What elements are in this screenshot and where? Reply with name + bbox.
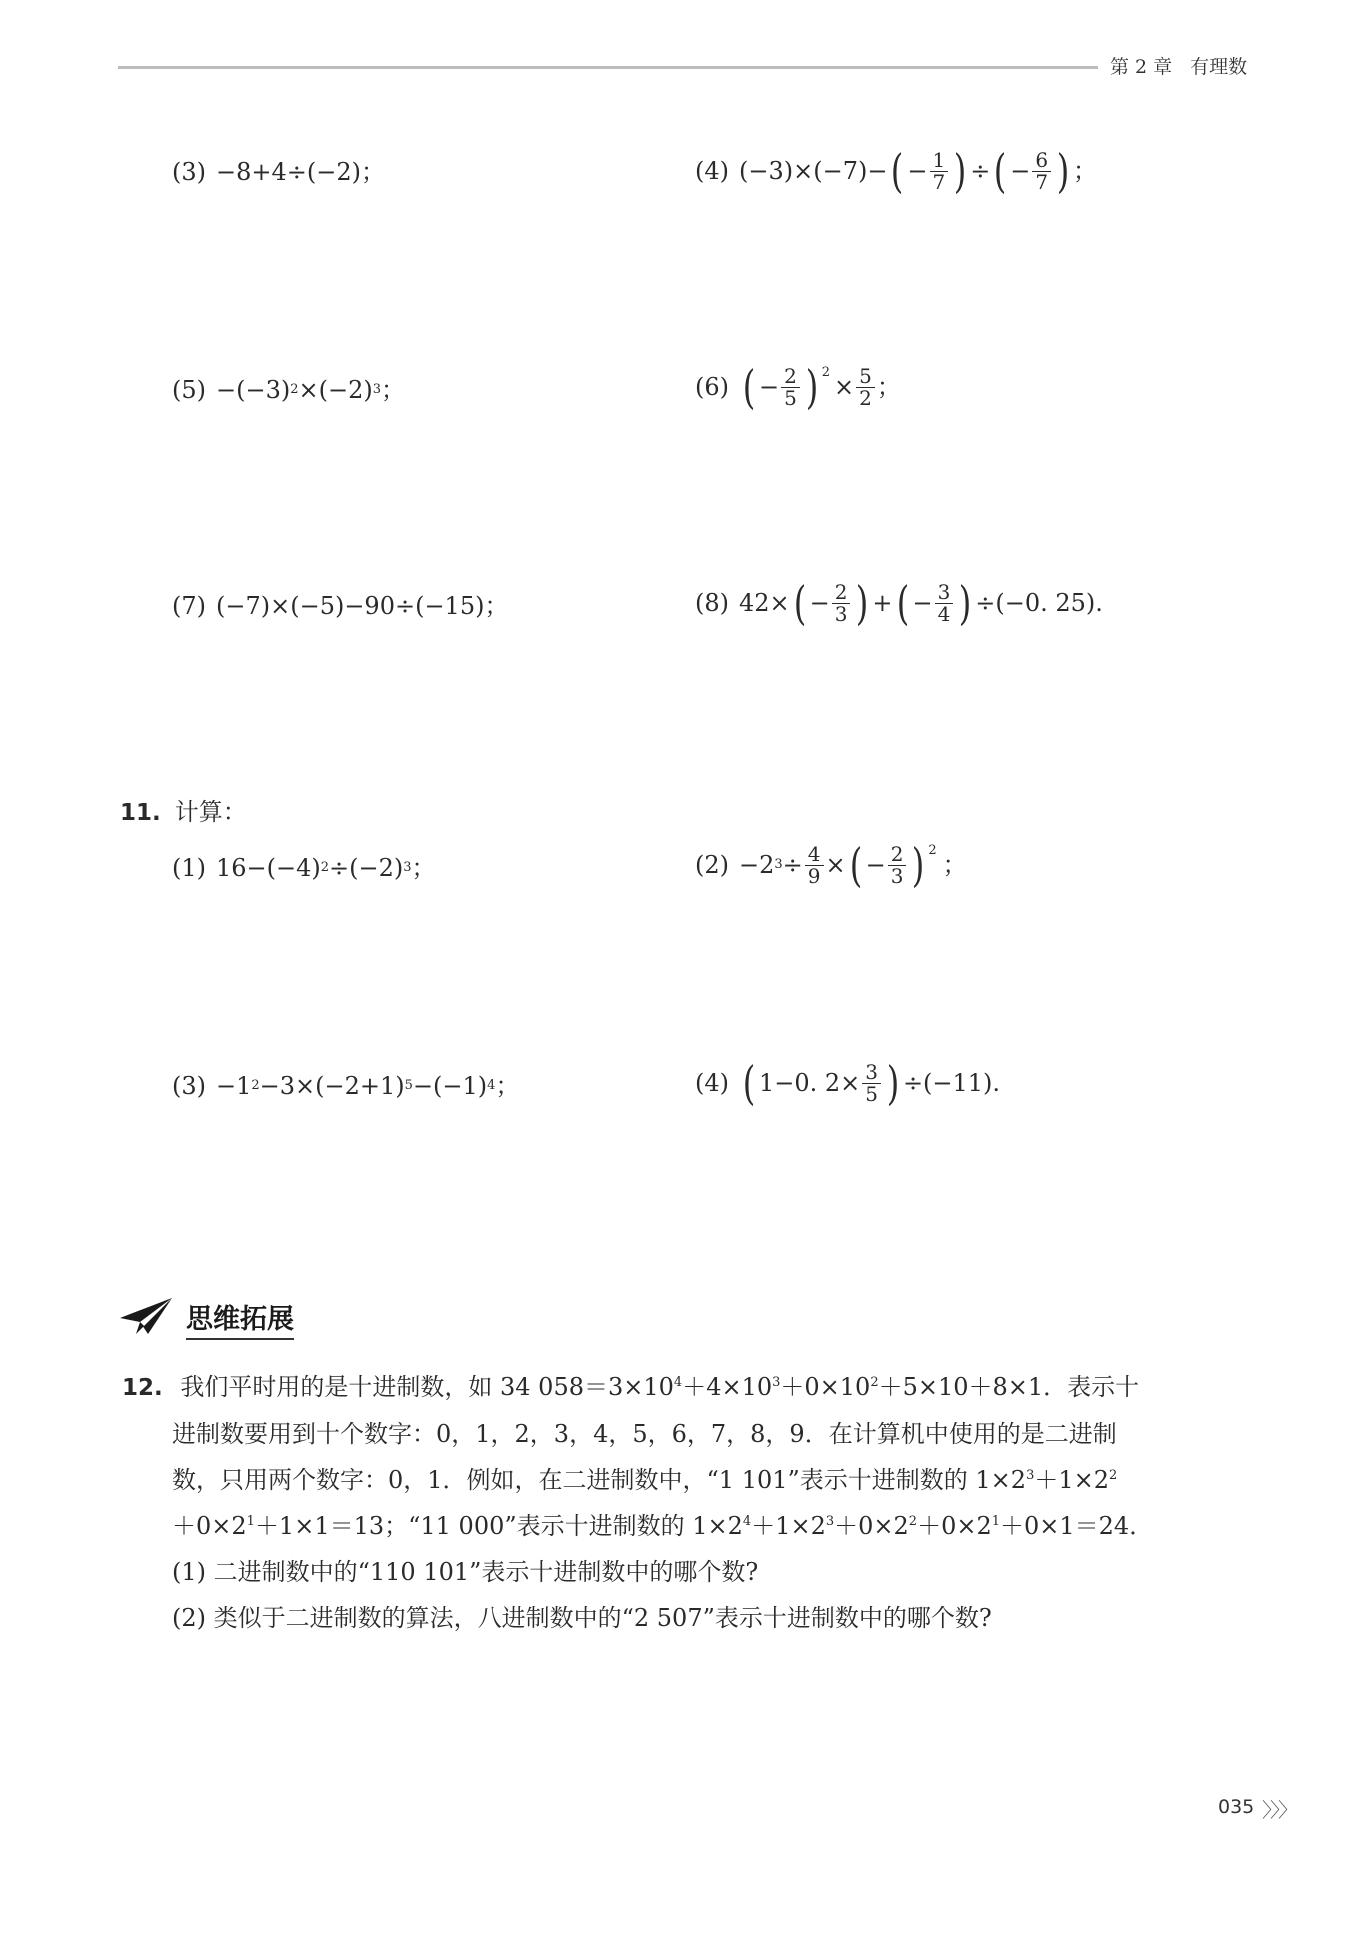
question-number: 12. bbox=[122, 1375, 163, 1401]
fraction: $\frac{4}{9}$ bbox=[805, 844, 824, 887]
expression-text: −8+4÷(−2)； bbox=[216, 158, 385, 186]
expression-text: (−7)×(−5)−90÷(−15)； bbox=[216, 592, 509, 620]
expression-text: (−3)×(−7)− bbox=[739, 157, 888, 185]
paragraph-line: 进制数要用到十个数字：0，1，2，3，4，5，6，7，8，9．在计算机中使用的是二进制 bbox=[172, 1420, 1117, 1448]
section-title: 思维拓展 bbox=[186, 1297, 294, 1340]
chapter-title: 有理数 bbox=[1190, 56, 1248, 78]
right-paren: ) bbox=[953, 144, 967, 198]
paper-plane-icon bbox=[118, 1296, 174, 1340]
problem-7 bbox=[172, 594, 508, 618]
question-11-heading bbox=[120, 792, 247, 827]
problem-label: (4) bbox=[695, 1069, 729, 1097]
problem-11-1: (1) 16−(−4) 2 ÷(−2) 3 ； bbox=[172, 854, 436, 882]
question-12 bbox=[122, 1364, 1262, 1641]
problem-label: (1) bbox=[172, 854, 206, 882]
problem-6: (6) ( − $\frac{2}{5}$ ) $^2$ × $\frac{5}{2}$ ； bbox=[695, 360, 901, 414]
fraction: $\frac{3}{4}$ bbox=[935, 582, 954, 625]
problem-11-4: (4) ( 1−0. 2× $\frac{3}{5}$ ) ÷(−11). bbox=[695, 1056, 1001, 1110]
section-heading bbox=[118, 1296, 294, 1340]
problem-label: (3) bbox=[172, 158, 206, 186]
problem-label: (7) bbox=[172, 592, 206, 620]
fraction: $\frac{2}{3}$ bbox=[832, 582, 851, 625]
left-paren: ( bbox=[891, 144, 904, 198]
fraction: $\frac{2}{3}$ bbox=[888, 844, 907, 887]
right-paren: ) bbox=[1056, 144, 1070, 198]
problem-label: (8) bbox=[695, 589, 729, 617]
page-arrows: 〉〉〉 bbox=[1262, 1798, 1296, 1822]
paragraph-line: $+0\times 2^1+1\times 1=13$；“11 000”表示十进制数的 $1\times 2^4+1\times 2^3+0\times 2^2+0\times 2^1+0\times 1=24$． bbox=[172, 1512, 1154, 1540]
problem-3 bbox=[172, 160, 385, 184]
header-rule bbox=[118, 66, 1098, 69]
operator: ÷ bbox=[970, 157, 991, 185]
problem-label: (3) bbox=[172, 1072, 206, 1100]
fraction: $\frac{3}{5}$ bbox=[862, 1062, 881, 1105]
fraction: $\frac{6}{7}$ bbox=[1032, 150, 1051, 193]
fraction: $\frac{1}{7}$ bbox=[930, 150, 949, 193]
problem-label: (4) bbox=[695, 157, 729, 185]
question-number: 11. bbox=[120, 800, 161, 826]
left-paren: ( bbox=[993, 144, 1007, 198]
sub-question-1: (1) 二进制数中的“110 101”表示十进制数中的哪个数? bbox=[172, 1558, 759, 1586]
problem-label: (6) bbox=[695, 373, 729, 401]
running-header bbox=[1110, 52, 1247, 79]
question-title: 计算： bbox=[174, 798, 247, 826]
problem-11-3: (3) −1 2 −3×(−2+1) 5 −(−1) 4 ； bbox=[172, 1072, 520, 1100]
page-number: 035 bbox=[1218, 1796, 1255, 1818]
problem-11-2: (2) −2 3 ÷ $\frac{4}{9}$ × ( − $\frac{2}{3}$ ) $^2$ ； bbox=[695, 838, 967, 892]
fraction: $\frac{5}{2}$ bbox=[856, 366, 875, 409]
problem-5: (5) −(−3) 2 ×(−2) 3 ； bbox=[172, 376, 405, 404]
fraction: $\frac{2}{5}$ bbox=[781, 366, 800, 409]
paragraph-line: 数，只用两个数字：0，1．例如，在二进制数中，“1 101”表示十进制数的 $1\times 2^3+1\times 2^2$ bbox=[172, 1466, 1118, 1494]
paragraph-line: 12. 我们平时用的是十进制数，如 34 $058=3\times 10^4+4\times 10^3+0\times 10^2+5\times 10+8\times 1$．表示十 bbox=[122, 1373, 1140, 1401]
problem-label: (5) bbox=[172, 376, 206, 404]
chapter-number: 第 2 章 bbox=[1110, 56, 1173, 78]
problem-4: (4) (−3)×(−7)− ( − $\frac{1}{7}$ ) ÷ ( − $\frac{6}{7}$ ) ； bbox=[695, 144, 1098, 198]
problem-label: (2) bbox=[695, 851, 729, 879]
problem-8: (8) 42× ( − $\frac{2}{3}$ ) + ( − $\frac{3}{4}$ ) ÷(−0. 25). bbox=[695, 576, 1103, 630]
sub-question-2: (2) 类似于二进制数的算法，八进制数中的“2 507”表示十进制数中的哪个数? bbox=[172, 1604, 992, 1632]
